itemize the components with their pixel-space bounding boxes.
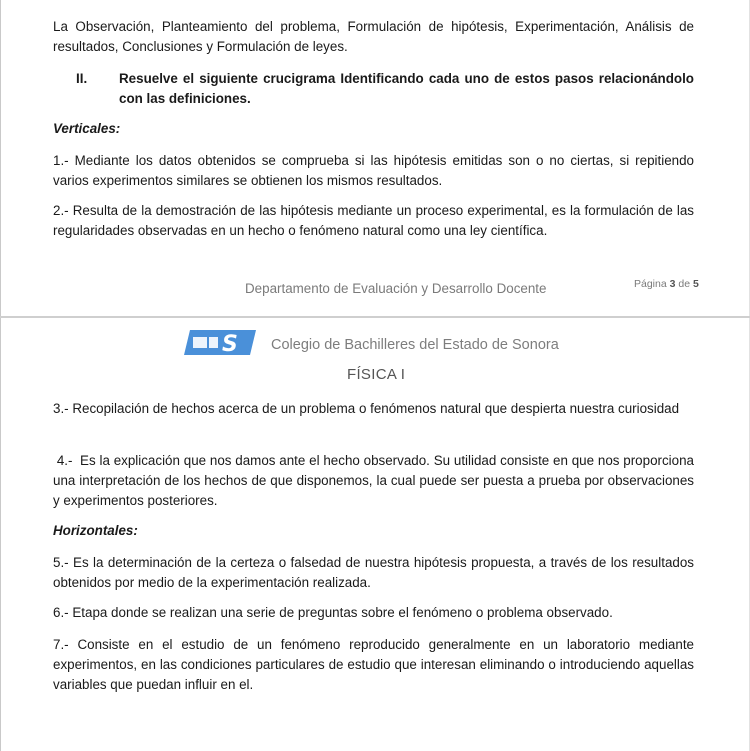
page-prefix: Página xyxy=(634,278,667,290)
svg-text:S: S xyxy=(222,332,238,355)
steps-paragraph: La Observación, Planteamiento del problema, Formulación de hipótesis, Experimentación, Análisis de resultados, Conclusiones y Formulación de leyes. xyxy=(53,19,694,54)
definition-item-6: 6.- Etapa donde se realizan una serie de preguntas sobre el fenómeno o problema observado. xyxy=(53,605,613,620)
verticales-label: Verticales: xyxy=(53,121,121,136)
section-ii-number: II. xyxy=(76,71,88,86)
definition-item-1: 1.- Mediante los datos obtenidos se comprueba si las hipótesis emitidas son o no ciertas, si repitiendo varios experimentos similares se obtienen los mismos resultados. xyxy=(53,153,694,188)
footer-department: Departamento de Evaluación y Desarrollo Docente xyxy=(245,281,547,296)
subject-title: FÍSICA I xyxy=(347,366,406,383)
page-left-border xyxy=(0,0,1,751)
definition-item-3: 3.- Recopilación de hechos acerca de un problema o fenómenos natural que despierta nuestra curiosidad xyxy=(53,401,680,416)
section-ii-text: Resuelve el siguiente crucigrama Identificando cada uno de estos pasos relacionándolo con las definiciones. xyxy=(119,71,694,106)
definition-item-5: 5.- Es la determinación de la certeza o falsedad de nuestra hipótesis propuesta, a través de los resultados obtenidos por medio de la experimentación realizada. xyxy=(53,555,694,590)
page-separator xyxy=(0,316,750,318)
footer-page-number xyxy=(634,278,699,290)
horizontales-label: Horizontales: xyxy=(53,523,138,538)
page-of: de xyxy=(678,278,691,290)
cutoff-text-line xyxy=(53,0,553,4)
college-name: Colegio de Bachilleres del Estado de Sonora xyxy=(271,337,559,353)
definition-item-4: 4.- Es la explicación que nos damos ante el hecho observado. Su utilidad consiste en que nos proporciona una interpretación de los hechos de que disponemos, la cual puede ser puesta a prueba por observaciones y experimentos posteriores. xyxy=(53,453,702,508)
page-current: 3 xyxy=(669,278,676,290)
page-total: 5 xyxy=(693,278,699,290)
definition-item-2: 2.- Resulta de la demostración de las hipótesis mediante un proceso experimental, es la formulación de las regularidades observadas en un hecho o fenómeno natural como una ley científica. xyxy=(53,203,694,238)
definition-item-7: 7.- Consiste en el estudio de un fenómeno reproducido generalmente en un laboratorio mediante experimentos, en las condiciones particulares de estudio que interesan eliminando o introduciendo aquellas variables que puedan influir en el. xyxy=(53,637,694,692)
cobach-logo-icon xyxy=(184,330,256,355)
